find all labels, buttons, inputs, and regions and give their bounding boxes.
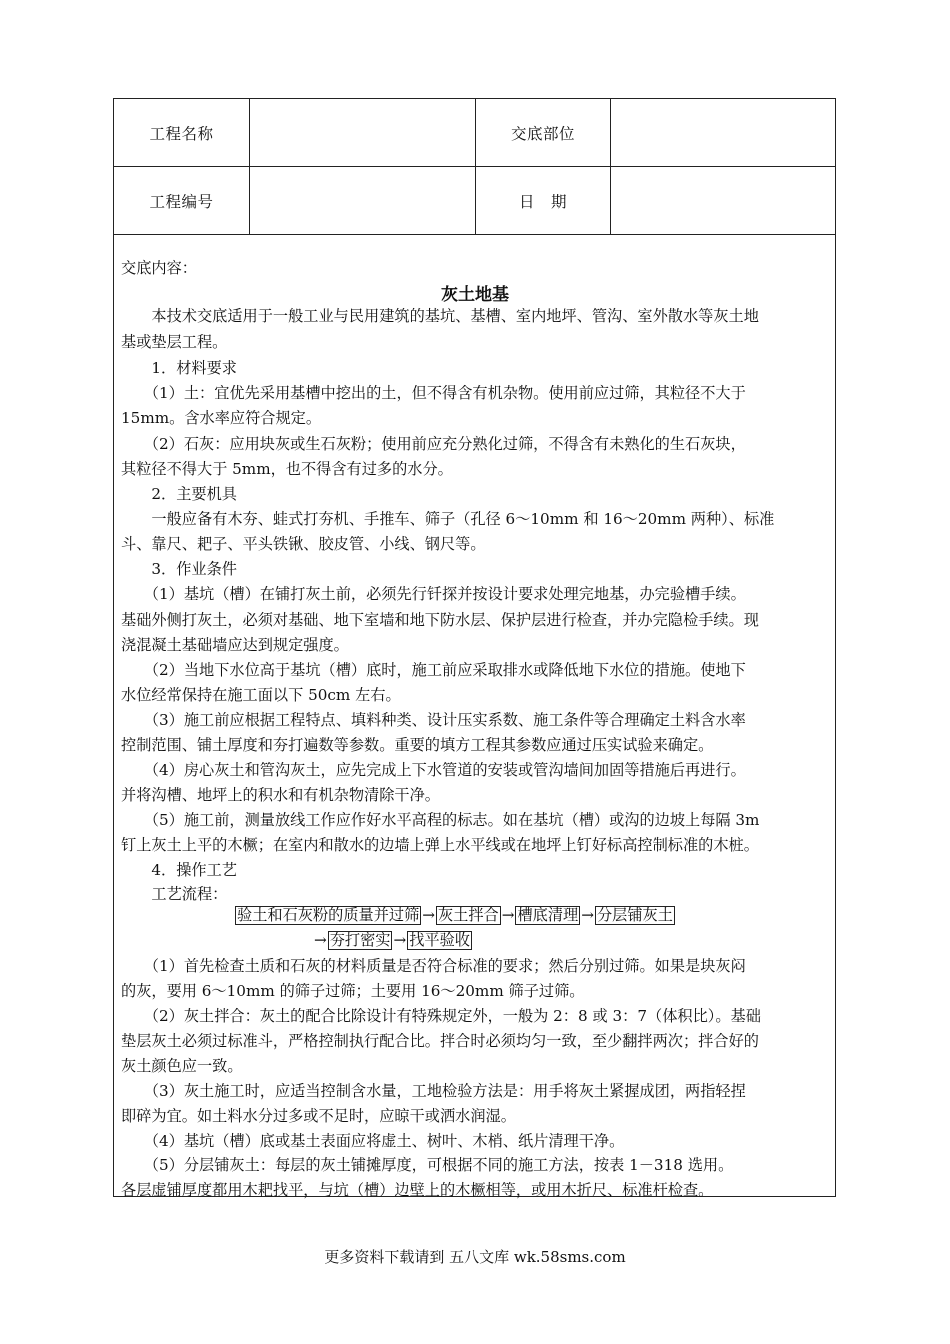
content-line: 控制范围、铺土厚度和夯打遍数等参数。重要的填方工程其参数应通过压实试验来确定。 <box>121 736 714 754</box>
content-line: （5）分层铺灰土：每层的灰土铺摊厚度，可根据不同的施工方法，按表 1－318 选用。 <box>121 1156 734 1174</box>
content-line: 基或垫层工程。 <box>121 333 228 351</box>
content-line: （1）首先检查土质和石灰的材料质量是否符合标准的要求；然后分别过筛。如果是块灰闷 <box>121 957 746 975</box>
content-line: （2）当地下水位高于基坑（槽）底时，施工前应采取排水或降低地下水位的措施。使地下 <box>121 661 746 679</box>
content-line: 其粒径不得大于 5mm，也不得含有过多的水分。 <box>121 460 453 478</box>
download-footer: 更多资料下载请到 五八文库 wk.58sms.com <box>324 1248 626 1266</box>
project-name-label: 工程名称 <box>149 124 214 143</box>
content-line: （2）石灰：应用块灰或生石灰粉；使用前应充分熟化过筛，不得含有未熟化的生石灰块， <box>121 435 746 453</box>
content-line: （1）基坑（槽）在铺打灰土前，必须先行钎探并按设计要求处理完地基，办完验槽手续。 <box>121 585 746 603</box>
content-line: 浇混凝土基础墙应达到规定强度。 <box>121 636 349 654</box>
content-label: 交底内容： <box>121 259 197 277</box>
content-line: （3）施工前应根据工程特点、填料种类、设计压实系数、施工条件等合理确定土料含水率 <box>121 711 746 729</box>
content-line: 本技术交底适用于一般工业与民用建筑的基坑、基槽、室内地坪、管沟、室外散水等灰土地 <box>121 307 759 325</box>
content-line: 斗、靠尺、耙子、平头铁锹、胶皮管、小线、钢尺等。 <box>121 535 486 553</box>
project-number-label: 工程编号 <box>149 192 214 211</box>
content-line: 一般应备有木夯、蛙式打夯机、手推车、筛子（孔径 6～10mm 和 16～20mm 两种）、标准 <box>121 510 775 528</box>
content-line: 水位经常保持在施工面以下 50cm 左右。 <box>121 686 401 704</box>
content-line: 1．材料要求 <box>121 359 237 377</box>
flow-step: 验土和石灰粉的质量并过筛 <box>237 906 420 924</box>
content-line: 3．作业条件 <box>121 560 237 578</box>
content-line: 工艺流程： <box>121 885 228 903</box>
content-line: 各层虚铺厚度都用木耙找平，与坑（槽）边壁上的木橛相等，或用木折尺、标准杆检查。 <box>121 1181 714 1199</box>
process-flow-row-1 <box>235 906 675 925</box>
flow-step: 夯打密实 <box>329 931 391 949</box>
disclosure-form <box>113 98 836 1197</box>
content-line: 的灰，要用 6～10mm 的筛子过筛；土要用 16～20mm 筛子过筛。 <box>121 982 585 1000</box>
flow-arrow-icon: → <box>501 906 515 924</box>
content-line: （2）灰土拌合：灰土的配合比除设计有特殊规定外，一般为 2：8 或 3：7（体积比）。基础 <box>121 1007 761 1025</box>
content-line: （3）灰土施工时，应适当控制含水量，工地检验方法是：用手将灰土紧握成团，两指轻捏 <box>121 1082 746 1100</box>
content-line: 基础外侧打灰土，必须对基础、地下室墙和地下防水层、保护层进行检查，并办完隐检手续。现 <box>121 611 759 629</box>
content-line: 15mm。含水率应符合规定。 <box>121 409 322 427</box>
content-line: 4．操作工艺 <box>121 861 237 879</box>
date-label: 日 期 <box>518 192 567 211</box>
flow-step: 找平验收 <box>409 931 470 949</box>
content-line: 即碎为宜。如土料水分过多或不足时，应晾干或洒水润湿。 <box>121 1107 516 1125</box>
content-line: 垫层灰土必须过标准斗，严格控制执行配合比。拌合时必须均匀一致，至少翻拌两次；拌合好的 <box>121 1032 759 1050</box>
content-line: 钉上灰土上平的木橛；在室内和散水的边墙上弹上水平线或在地坪上钉好标高控制标准的木桩。 <box>121 836 759 854</box>
date-field[interactable] <box>611 167 835 234</box>
flow-arrow-icon: → <box>314 931 327 949</box>
content-line: 2．主要机具 <box>121 485 237 503</box>
section-field[interactable] <box>611 99 835 166</box>
content-line: （1）土：宜优先采用基槽中挖出的土，但不得含有机杂物。使用前应过筛，其粒径不大于 <box>121 384 746 402</box>
content-line: （4）房心灰土和管沟灰土，应先完成上下水管道的安装或管沟墙间加固等措施后再进行。 <box>121 761 746 779</box>
document-title: 灰土地基 <box>441 285 509 305</box>
content-line: 灰土颜色应一致。 <box>121 1057 243 1075</box>
content-line: （5）施工前，测量放线工作应作好水平高程的标志。如在基坑（槽）或沟的边坡上每隔 3m <box>121 811 760 829</box>
project-name-field[interactable] <box>250 99 475 166</box>
content-line: 并将沟槽、地坪上的积水和有机杂物清除干净。 <box>121 786 440 804</box>
section-label: 交底部位 <box>510 124 575 143</box>
flow-arrow-icon: → <box>581 906 594 924</box>
flow-arrow-icon: → <box>393 931 407 949</box>
flow-step: 灰土拌合 <box>437 906 499 924</box>
flow-step: 槽底清理 <box>517 906 579 924</box>
row-divider <box>114 234 835 235</box>
content-line: （4）基坑（槽）底或基土表面应将虚土、树叶、木梢、纸片清理干净。 <box>121 1132 625 1150</box>
process-flow-row-2 <box>313 931 472 950</box>
flow-step: 分层铺灰土 <box>596 906 673 924</box>
project-number-field[interactable] <box>250 167 475 234</box>
flow-arrow-icon: → <box>422 906 435 924</box>
